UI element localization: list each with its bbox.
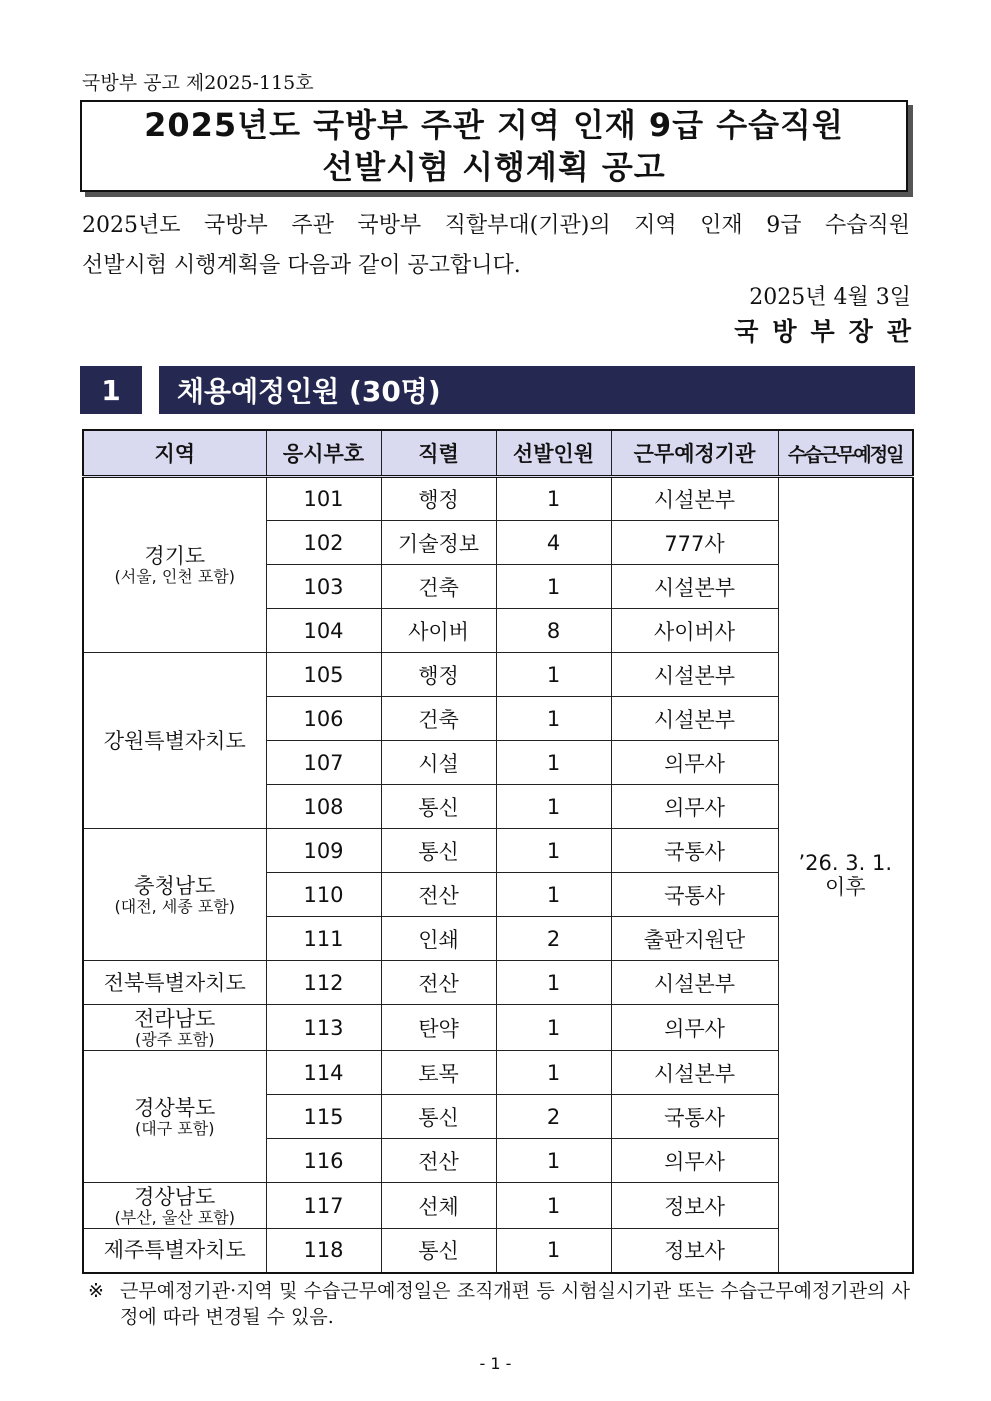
- region-sub: (대구 포함): [135, 1118, 215, 1138]
- code-cell: 116: [266, 1139, 381, 1183]
- region-name: 제주특별자치도: [103, 1238, 246, 1263]
- agency-cell: 시설본부: [611, 565, 778, 609]
- count-cell: 1: [496, 565, 611, 609]
- series-cell: 건축: [381, 565, 496, 609]
- intro-line-1: 2025년도 국방부 주관 국방부 직할부대(기관)의 지역 인재 9급 수습직원: [82, 213, 910, 238]
- agency-cell: 국통사: [611, 1095, 778, 1139]
- agency-cell: 의무사: [611, 741, 778, 785]
- agency-cell: 시설본부: [611, 653, 778, 697]
- agency-cell: 국통사: [611, 829, 778, 873]
- series-cell: 전산: [381, 873, 496, 917]
- region-name: 경상남도: [134, 1184, 216, 1209]
- count-cell: 1: [496, 961, 611, 1005]
- code-cell: 118: [266, 1229, 381, 1273]
- notice-number: 국방부 공고 제2025-115호: [82, 72, 314, 94]
- series-cell: 통신: [381, 1229, 496, 1273]
- region-name: 전라남도: [134, 1006, 216, 1031]
- region-cell: [83, 1005, 266, 1051]
- code-cell: 114: [266, 1051, 381, 1095]
- count-cell: 1: [496, 1139, 611, 1183]
- count-cell: 2: [496, 917, 611, 961]
- code-cell: 109: [266, 829, 381, 873]
- region-name: 충청남도: [134, 873, 216, 898]
- series-cell: 전산: [381, 961, 496, 1005]
- intro-line-2: 선발시험 시행계획을 다음과 같이 공고합니다.: [82, 253, 521, 278]
- header-agency: 근무예정기관: [611, 430, 778, 477]
- agency-cell: 사이버사: [611, 609, 778, 653]
- footnote-text: 근무예정기관·지역 및 수습근무예정일은 조직개편 등 시험실시기관 또는 수습근무예정기관의 사정에 따라 변경될 수 있음.: [120, 1280, 910, 1328]
- count-cell: 1: [496, 477, 611, 521]
- region-name: 경상북도: [134, 1095, 216, 1120]
- series-cell: 통신: [381, 1095, 496, 1139]
- code-cell: 111: [266, 917, 381, 961]
- region-name: 경기도: [144, 544, 206, 568]
- count-cell: 1: [496, 697, 611, 741]
- count-cell: 1: [496, 1005, 611, 1051]
- region-cell: [83, 1229, 266, 1273]
- code-cell: 101: [266, 477, 381, 521]
- region-cell: [83, 829, 266, 961]
- header-start-date: 수습근무예정일: [778, 430, 913, 477]
- page-number: - 1 -: [479, 1354, 512, 1373]
- code-cell: 104: [266, 609, 381, 653]
- series-cell: 탄약: [381, 1005, 496, 1051]
- header-code: 응시부호: [266, 430, 381, 477]
- agency-cell: 시설본부: [611, 477, 778, 521]
- table-header-row: [83, 430, 913, 477]
- series-cell: 사이버: [381, 609, 496, 653]
- code-cell: 103: [266, 565, 381, 609]
- agency-cell: 시설본부: [611, 961, 778, 1005]
- region-sub: (광주 포함): [135, 1029, 215, 1049]
- region-sub: (부산, 울산 포함): [114, 1207, 235, 1227]
- region-name: 강원특별자치도: [103, 728, 246, 753]
- code-cell: 113: [266, 1005, 381, 1051]
- start-date-line-2: 이후: [824, 874, 866, 899]
- code-cell: 110: [266, 873, 381, 917]
- agency-cell: 정보사: [611, 1229, 778, 1273]
- reference-mark-icon: ※: [88, 1280, 104, 1302]
- recruitment-table: [82, 429, 914, 1274]
- series-cell: 건축: [381, 697, 496, 741]
- series-cell: 행정: [381, 477, 496, 521]
- agency-cell: 시설본부: [611, 697, 778, 741]
- agency-cell: 정보사: [611, 1183, 778, 1229]
- series-cell: 행정: [381, 653, 496, 697]
- header-region: 지역: [83, 430, 266, 477]
- signer: 국방부장관: [734, 317, 925, 346]
- start-date-line-1: ’26. 3. 1.: [798, 850, 892, 875]
- agency-cell: 의무사: [611, 1005, 778, 1051]
- series-cell: 시설: [381, 741, 496, 785]
- code-cell: 106: [266, 697, 381, 741]
- section-title: 채용예정인원 (30명): [159, 366, 915, 414]
- count-cell: 1: [496, 1229, 611, 1273]
- code-cell: 112: [266, 961, 381, 1005]
- table-row: [83, 477, 913, 521]
- title-line-1: 2025년도 국방부 주관 지역 인재 9급 수습직원: [144, 106, 844, 144]
- code-cell: 105: [266, 653, 381, 697]
- series-cell: 통신: [381, 785, 496, 829]
- code-cell: 115: [266, 1095, 381, 1139]
- code-cell: 117: [266, 1183, 381, 1229]
- header-count: 선발인원: [496, 430, 611, 477]
- section-number: 1: [80, 366, 142, 414]
- series-cell: 기술정보: [381, 521, 496, 565]
- notice-date: 2025년 4월 3일: [749, 285, 911, 310]
- region-cell: [83, 961, 266, 1005]
- agency-cell: 국통사: [611, 873, 778, 917]
- agency-cell: 출판지원단: [611, 917, 778, 961]
- series-cell: 통신: [381, 829, 496, 873]
- count-cell: 1: [496, 785, 611, 829]
- count-cell: 4: [496, 521, 611, 565]
- title-box: [80, 100, 908, 192]
- series-cell: 선체: [381, 1183, 496, 1229]
- agency-cell: 의무사: [611, 1139, 778, 1183]
- series-cell: 인쇄: [381, 917, 496, 961]
- region-cell: [83, 477, 266, 653]
- count-cell: 1: [496, 1183, 611, 1229]
- region-sub: (대전, 세종 포함): [114, 896, 235, 916]
- count-cell: 1: [496, 1051, 611, 1095]
- count-cell: 1: [496, 653, 611, 697]
- region-cell: [83, 1183, 266, 1229]
- series-cell: 토목: [381, 1051, 496, 1095]
- code-cell: 108: [266, 785, 381, 829]
- count-cell: 8: [496, 609, 611, 653]
- start-date-cell: [778, 477, 913, 1273]
- count-cell: 1: [496, 873, 611, 917]
- region-sub: (서울, 인천 포함): [114, 567, 235, 586]
- count-cell: 1: [496, 741, 611, 785]
- region-name: 전북특별자치도: [103, 970, 246, 995]
- region-cell: [83, 653, 266, 829]
- code-cell: 102: [266, 521, 381, 565]
- header-series: 직렬: [381, 430, 496, 477]
- agency-cell: 시설본부: [611, 1051, 778, 1095]
- title-line-2: 선발시험 시행계획 공고: [322, 148, 666, 186]
- agency-cell: 의무사: [611, 785, 778, 829]
- region-cell: [83, 1051, 266, 1183]
- count-cell: 1: [496, 829, 611, 873]
- count-cell: 2: [496, 1095, 611, 1139]
- footnote: [88, 1278, 910, 1330]
- agency-cell: 777사: [611, 521, 778, 565]
- series-cell: 전산: [381, 1139, 496, 1183]
- code-cell: 107: [266, 741, 381, 785]
